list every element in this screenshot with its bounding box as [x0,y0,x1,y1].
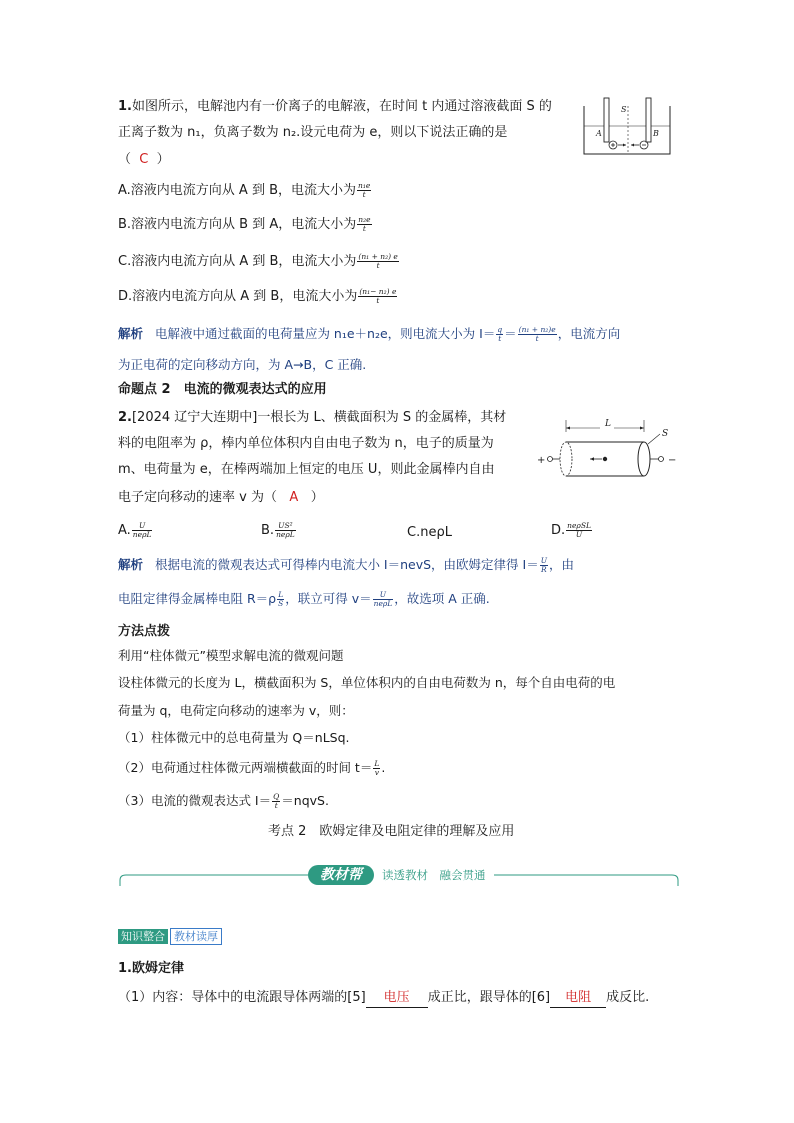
q1-option-a: A.溶液内电流方向从 A 到 B，电流大小为 $\frac{\text{n₁e}}{t}$ [118,181,371,199]
q2-line2: 料的电阻率为 ρ，棒内单位体积内自由电子数为 n，电子的质量为 [118,436,494,451]
method-item2: （2）电荷通过柱体微元两端横截面的时间 t＝ $\frac{L}{v}$ . [118,759,386,777]
fig1-label-s: S [621,105,627,114]
method-subtitle: 利用“柱体微元”模型求解电流的微观问题 [118,648,344,663]
method-item1: （1）柱体微元中的总电荷量为 Q＝nLSq. [118,730,350,745]
q2-option-c: C.neρL [407,525,452,540]
method-title: 方法点拨 [118,624,171,639]
tag-group [118,925,222,945]
tag-textbook: 教材读厚 [170,928,222,945]
banner-main: 教材帮 [320,867,362,883]
q2-solution-line2: 电阻定律得金属棒电阻 R＝ρ $\frac{L}{S}$ ，联立可得 v＝ $\frac{U}{\text{neρL}}$ ，故选项 A 正确. [118,590,490,608]
q1-answer-paren: （ C ） [118,152,170,167]
q1-option-d: D.溶液内电流方向从 A 到 B，电流大小为 $\frac{\text{(n₁− n₂) e}}{t}$ [118,287,397,305]
method-item3: （3）电流的微观表达式 I＝ $\frac{Q}{t}$ ＝nqvS. [118,792,329,810]
q2-option-d: D. $\frac{\text{neρSL}}{U}$ [551,521,591,539]
q2-number: 2. [118,410,132,425]
q1-solution-label: 解析 [118,326,144,341]
q2-solution-label: 解析 [118,557,144,572]
ohm-title: 1.欧姆定律 [118,961,184,976]
fig2-plus: + [537,455,546,466]
q2-option-b: B. $\frac{\text{US²}}{\text{neρL}}$ [261,521,295,539]
fig1-label-b: B [653,129,659,138]
kaodian-title: 考点 2 欧姆定律及电阻定律的理解及应用 [268,824,515,839]
q2-answer: A [289,490,299,505]
ohm-content: （1）内容：导体中的电流跟导体两端的[5] 电压 成正比，跟导体的[6] 电阻 成反比. [118,989,649,1008]
q2-solution-line1: 解析 根据电流的微观表达式可得棒内电流大小 I＝nevS，由欧姆定律得 I＝ $\frac{U}{R}$ ，由 [118,556,575,574]
q1-option-c: C.溶液内电流方向从 A 到 B，电流大小为 $\frac{\text{(n₁ + n₂) e}}{t}$ [118,252,398,270]
q1-line2: 正离子数为 n₁，负离子数为 n₂.设元电荷为 e，则以下说法正确的是 [118,125,508,140]
q1-line1: 1.如图所示，电解池内有一价离子的电解液，在时间 t 内通过溶液截面 S 的 [118,99,552,114]
q1-electrolytic-cell-figure [582,96,674,158]
q1-number: 1. [118,99,132,114]
q1-solution-line2: 为正电荷的定向移动方向，为 A→B，C 正确. [118,357,367,372]
ohm-blank-1: 电压 [366,989,428,1008]
fig1-label-a: A [596,129,602,138]
q1-solution-line1: 解析 电解液中通过截面的电荷量应为 n₁e＋n₂e，则电流大小为 I＝ $\frac{q}{t}$ ＝ $\frac{\text{(n₁ + n₂)e}}{t}$ ，电流方向 [118,325,621,343]
method-intro-line2: 荷量为 q，电荷定向移动的速率为 v，则： [118,703,354,718]
fig2-label-l: L [605,419,611,429]
q2-option-a: A. $\frac{U}{\text{neρL}}$ [118,521,152,539]
section2-title: 命题点 2 电流的微观表达式的应用 [118,382,327,397]
q2-line1: 2.[2024 辽宁大连期中]一根长为 L、横截面积为 S 的金属棒，其材 [118,410,507,425]
method-intro-line1: 设柱体微元的长度为 L，横截面积为 S，单位体积内的自由电荷数为 n，每个自由电荷的电 [118,675,616,690]
q2-line3: m、电荷量为 e，在棒两端加上恒定的电压 U，则此金属棒内自由 [118,462,495,477]
q2-metal-rod-figure [534,414,684,480]
q1-option-b: B.溶液内电流方向从 B 到 A，电流大小为 $\frac{\text{n₂e}}{t}$ [118,215,371,233]
fig2-minus: − [668,455,677,466]
ohm-blank-2: 电阻 [550,989,606,1008]
q1-answer: C [139,152,149,167]
q2-line4: 电子定向移动的速率 v 为（ A ） [118,490,324,505]
fig2-label-s: S [662,429,669,439]
banner-sub: 读透教材 融会贯通 [382,868,486,882]
tag-knowledge: 知识整合 [118,929,168,944]
